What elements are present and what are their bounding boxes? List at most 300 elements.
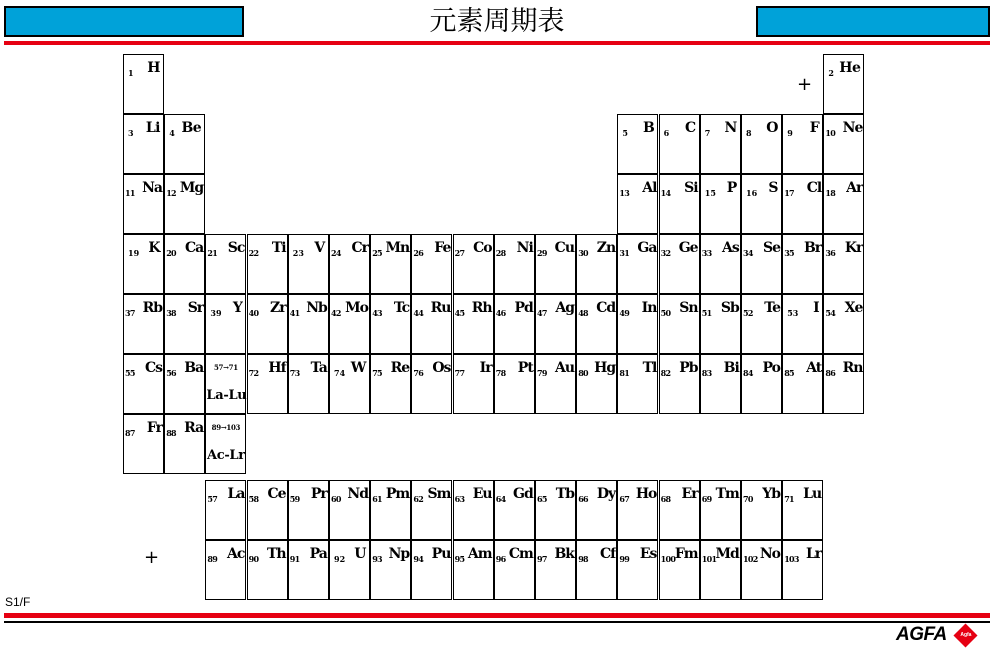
- element-cell: [288, 234, 329, 294]
- element-symbol: Ho: [635, 486, 657, 502]
- element-cell: [576, 540, 617, 600]
- element-symbol: La: [227, 486, 245, 502]
- atomic-number: 70: [743, 494, 753, 504]
- element-cell: [247, 354, 288, 414]
- element-symbol: Sc: [227, 240, 245, 256]
- element-symbol: Ca: [184, 240, 204, 256]
- atomic-number: 47: [537, 308, 547, 318]
- element-symbol: Ge: [678, 240, 698, 256]
- element-symbol: Sm: [427, 486, 451, 502]
- atomic-number: 51: [701, 308, 712, 318]
- atomic-number: 32: [660, 248, 671, 258]
- element-symbol: Ac-Lr: [206, 448, 245, 463]
- element-symbol: Rh: [471, 300, 492, 316]
- element-symbol: Al: [642, 180, 657, 196]
- atomic-number: 74: [334, 368, 346, 378]
- footer-red-rule: [4, 613, 990, 618]
- atomic-number: 30: [578, 248, 588, 258]
- element-symbol: Zn: [596, 240, 616, 256]
- element-symbol: Dy: [596, 486, 616, 502]
- atomic-number: 90: [248, 554, 259, 564]
- element-symbol: Cr: [351, 240, 368, 256]
- element-cell: [741, 354, 782, 414]
- element-symbol: B: [643, 120, 655, 136]
- element-cell: [453, 234, 494, 294]
- element-cell: [782, 480, 823, 540]
- element-symbol: Os: [432, 360, 451, 376]
- plus-marker-bottom: +: [144, 547, 160, 568]
- element-cell: [823, 294, 864, 354]
- element-symbol: Ne: [842, 120, 863, 136]
- element-cell: [535, 234, 576, 294]
- atomic-number: 13: [619, 188, 630, 198]
- element-symbol: Co: [473, 240, 492, 256]
- element-cell: [494, 294, 535, 354]
- element-symbol: V: [314, 240, 325, 256]
- element-cell: [164, 414, 205, 474]
- element-cell: [782, 354, 823, 414]
- atomic-number: 65: [537, 494, 547, 504]
- header-left-bar: [4, 6, 244, 37]
- atomic-number: 49: [619, 308, 630, 318]
- element-cell: [700, 354, 741, 414]
- atomic-number: 73: [289, 368, 300, 378]
- element-cell: [247, 234, 288, 294]
- atomic-number: 56: [166, 368, 176, 378]
- atomic-number: 80: [578, 368, 588, 378]
- element-cell: [370, 540, 411, 600]
- element-cell: [411, 234, 452, 294]
- element-symbol: Si: [684, 180, 698, 196]
- element-cell: [329, 480, 370, 540]
- element-symbol: Pm: [385, 486, 410, 502]
- element-cell: [164, 354, 205, 414]
- element-cell: [205, 540, 246, 600]
- element-cell: [123, 234, 164, 294]
- element-cell: [617, 354, 658, 414]
- element-cell: [164, 234, 205, 294]
- element-cell: [617, 114, 658, 174]
- element-symbol: Ni: [516, 240, 533, 256]
- element-symbol: Pb: [679, 360, 698, 376]
- element-symbol: Am: [467, 546, 492, 562]
- atomic-number: 10: [825, 128, 836, 138]
- element-symbol: Xe: [844, 300, 863, 316]
- atomic-number: 45: [454, 308, 465, 318]
- atomic-number: 35: [784, 248, 794, 258]
- atomic-number: 31: [619, 248, 630, 258]
- element-symbol: Cs: [144, 360, 162, 376]
- element-cell: [823, 174, 864, 234]
- element-symbol: Cm: [508, 546, 533, 562]
- element-symbol: Yb: [762, 486, 780, 502]
- atomic-number: 100: [660, 554, 676, 564]
- atomic-number: 41: [289, 308, 300, 318]
- atomic-number: 50: [660, 308, 671, 318]
- element-cell: [205, 414, 246, 474]
- element-cell: [453, 354, 494, 414]
- atomic-number: 60: [331, 494, 341, 504]
- element-symbol: Hg: [594, 360, 616, 376]
- element-cell: [576, 480, 617, 540]
- element-cell: [329, 354, 370, 414]
- element-cell: [700, 234, 741, 294]
- atomic-number: 93: [372, 554, 382, 564]
- element-cell: [453, 480, 494, 540]
- element-symbol: Rb: [142, 300, 162, 316]
- atomic-number: 89→103: [211, 423, 241, 432]
- element-cell: [205, 294, 246, 354]
- atomic-number: 91: [289, 554, 300, 564]
- footer-black-rule: [4, 621, 990, 623]
- atomic-number: 75: [372, 368, 382, 378]
- element-cell: [411, 294, 452, 354]
- element-symbol: S: [768, 180, 778, 196]
- element-symbol: Pd: [514, 300, 533, 316]
- atomic-number: 28: [495, 248, 506, 258]
- atomic-number: 66: [578, 494, 588, 504]
- agfa-logo: [896, 623, 974, 647]
- element-symbol: Sr: [187, 300, 204, 316]
- element-cell: [700, 540, 741, 600]
- element-cell: [411, 480, 452, 540]
- element-symbol: Bk: [554, 546, 574, 562]
- element-symbol: Be: [181, 120, 202, 136]
- atomic-number: 34: [743, 248, 753, 258]
- element-cell: [288, 294, 329, 354]
- atomic-number: 62: [413, 494, 424, 504]
- element-symbol: Ru: [430, 300, 451, 316]
- atomic-number: 4: [169, 128, 175, 138]
- element-symbol: At: [806, 360, 822, 376]
- element-symbol: Y: [232, 300, 243, 316]
- element-cell: [617, 540, 658, 600]
- element-cell: [247, 294, 288, 354]
- element-symbol: K: [148, 240, 160, 256]
- element-cell: [576, 294, 617, 354]
- element-symbol: C: [684, 120, 696, 136]
- element-cell: [659, 480, 700, 540]
- element-symbol: Ar: [846, 180, 863, 196]
- atomic-number: 39: [210, 308, 222, 318]
- atomic-number: 78: [495, 368, 506, 378]
- atomic-number: 36: [825, 248, 836, 258]
- element-symbol: H: [147, 60, 160, 76]
- atomic-number: 6: [663, 128, 670, 138]
- element-symbol: Cf: [600, 546, 616, 562]
- atomic-number: 63: [454, 494, 465, 504]
- element-cell: [411, 354, 452, 414]
- atomic-number: 84: [743, 368, 753, 378]
- atomic-number: 59: [289, 494, 300, 504]
- element-cell: [617, 294, 658, 354]
- element-cell: [370, 234, 411, 294]
- element-symbol: Nb: [306, 300, 327, 316]
- element-cell: [494, 480, 535, 540]
- atomic-number: 16: [746, 188, 758, 198]
- atomic-number: 68: [660, 494, 671, 504]
- element-symbol: Fm: [674, 546, 698, 562]
- atomic-number: 96: [495, 554, 506, 564]
- element-cell: [823, 354, 864, 414]
- element-symbol: Tm: [715, 486, 739, 502]
- atomic-number: 64: [495, 494, 506, 504]
- element-cell: [494, 540, 535, 600]
- element-symbol: Mo: [345, 300, 368, 316]
- element-cell: [164, 174, 205, 234]
- element-symbol: Au: [554, 360, 574, 376]
- element-symbol: I: [813, 300, 820, 316]
- atomic-number: 44: [413, 308, 424, 318]
- element-cell: [700, 480, 741, 540]
- atomic-number: 54: [825, 308, 836, 318]
- atomic-number: 99: [619, 554, 630, 564]
- atomic-number: 92: [334, 554, 346, 564]
- atomic-number: 94: [413, 554, 424, 564]
- element-symbol: Eu: [472, 486, 492, 502]
- element-cell: [659, 234, 700, 294]
- element-symbol: Kr: [844, 240, 863, 256]
- atomic-number: 19: [128, 248, 140, 258]
- atomic-number: 67: [619, 494, 630, 504]
- element-symbol: Ra: [184, 420, 204, 436]
- element-symbol: Ga: [637, 240, 657, 256]
- element-cell: [247, 540, 288, 600]
- element-cell: [659, 294, 700, 354]
- element-symbol: Sn: [679, 300, 698, 316]
- atomic-number: 21: [207, 248, 218, 258]
- element-symbol: Cu: [554, 240, 574, 256]
- atomic-number: 38: [166, 308, 176, 318]
- element-symbol: O: [766, 120, 778, 136]
- element-symbol: Ir: [479, 360, 492, 376]
- atomic-number: 15: [704, 188, 716, 198]
- element-cell: [617, 174, 658, 234]
- element-symbol: Cd: [596, 300, 616, 316]
- atomic-number: 27: [454, 248, 465, 258]
- element-symbol: Li: [145, 120, 160, 136]
- element-symbol: Re: [390, 360, 410, 376]
- atomic-number: 3: [128, 128, 134, 138]
- element-symbol: Ce: [267, 486, 286, 502]
- atomic-number: 77: [454, 368, 465, 378]
- atomic-number: 11: [125, 188, 135, 198]
- atomic-number: 98: [578, 554, 588, 564]
- atomic-number: 42: [331, 308, 341, 318]
- element-symbol: Bi: [723, 360, 739, 376]
- atomic-number: 82: [660, 368, 671, 378]
- atomic-number: 24: [331, 248, 341, 258]
- atomic-number: 7: [704, 128, 711, 138]
- element-symbol: Md: [715, 546, 739, 562]
- element-cell: [700, 114, 741, 174]
- atomic-number: 69: [701, 494, 712, 504]
- element-symbol: La-Lu: [206, 388, 247, 403]
- element-symbol: Ac: [227, 546, 245, 562]
- atomic-number: 18: [825, 188, 836, 198]
- element-cell: [205, 354, 246, 414]
- element-cell: [329, 294, 370, 354]
- atomic-number: 25: [372, 248, 382, 258]
- atomic-number: 22: [248, 248, 259, 258]
- atomic-number: 33: [701, 248, 712, 258]
- atomic-number: 53: [787, 308, 799, 318]
- element-cell: [576, 234, 617, 294]
- element-symbol: Tb: [555, 486, 574, 502]
- element-cell: [123, 354, 164, 414]
- atomic-number: 20: [166, 248, 176, 258]
- element-cell: [535, 540, 576, 600]
- element-cell: [329, 234, 370, 294]
- atomic-number: 72: [248, 368, 259, 378]
- element-cell: [823, 234, 864, 294]
- atomic-number: 71: [784, 494, 794, 504]
- element-cell: [659, 354, 700, 414]
- atomic-number: 17: [784, 188, 794, 198]
- atomic-number: 102: [743, 554, 758, 564]
- element-cell: [164, 294, 205, 354]
- element-symbol: As: [722, 240, 739, 256]
- element-cell: [288, 354, 329, 414]
- element-cell: [494, 354, 535, 414]
- element-symbol: Es: [639, 546, 657, 562]
- element-cell: [123, 54, 164, 114]
- element-symbol: Th: [266, 546, 286, 562]
- element-cell: [123, 114, 164, 174]
- element-symbol: Np: [388, 546, 410, 562]
- element-symbol: Mn: [385, 240, 410, 256]
- element-symbol: Fr: [146, 420, 162, 436]
- element-cell: [823, 54, 864, 114]
- atomic-number: 87: [125, 428, 135, 438]
- element-cell: [453, 540, 494, 600]
- element-symbol: No: [759, 546, 780, 562]
- element-symbol: Hf: [268, 360, 286, 376]
- element-cell: [370, 294, 411, 354]
- element-cell: [741, 174, 782, 234]
- element-symbol: F: [809, 120, 820, 136]
- element-symbol: Ag: [555, 300, 574, 316]
- atomic-number: 85: [784, 368, 794, 378]
- element-symbol: Br: [803, 240, 822, 256]
- atomic-number: 23: [292, 248, 304, 258]
- element-cell: [741, 294, 782, 354]
- atomic-number: 95: [454, 554, 465, 564]
- atomic-number: 5: [622, 128, 628, 138]
- element-symbol: Er: [681, 486, 698, 502]
- atomic-number: 101: [701, 554, 717, 564]
- element-cell: [659, 114, 700, 174]
- element-cell: [288, 540, 329, 600]
- element-cell: [535, 480, 576, 540]
- element-cell: [288, 480, 329, 540]
- element-cell: [123, 414, 164, 474]
- element-symbol: Se: [762, 240, 780, 256]
- atomic-number: 103: [784, 554, 799, 564]
- element-cell: [659, 540, 700, 600]
- atomic-number: 79: [537, 368, 547, 378]
- element-symbol: Te: [764, 300, 780, 316]
- element-cell: [782, 114, 823, 174]
- element-symbol: Sb: [720, 300, 739, 316]
- plus-marker-top: +: [797, 74, 813, 95]
- atomic-number: 55: [125, 368, 135, 378]
- atomic-number: 97: [537, 554, 547, 564]
- atomic-number: 81: [619, 368, 630, 378]
- atomic-number: 88: [166, 428, 176, 438]
- element-cell: [741, 540, 782, 600]
- element-symbol: Cl: [806, 180, 822, 196]
- atomic-number: 61: [372, 494, 382, 504]
- element-cell: [700, 174, 741, 234]
- element-cell: [205, 234, 246, 294]
- atomic-number: 26: [413, 248, 424, 258]
- header-rule: [4, 41, 990, 45]
- element-cell: [329, 540, 370, 600]
- element-symbol: Pt: [517, 360, 533, 376]
- atomic-number: 83: [701, 368, 712, 378]
- element-cell: [617, 234, 658, 294]
- atomic-number: 57→71: [213, 363, 238, 372]
- element-cell: [782, 540, 823, 600]
- element-cell: [823, 114, 864, 174]
- element-symbol: Zr: [269, 300, 286, 316]
- element-symbol: He: [839, 60, 861, 76]
- element-symbol: Ba: [184, 360, 204, 376]
- atomic-number: 89: [207, 554, 218, 564]
- atomic-number: 57: [207, 494, 218, 504]
- element-cell: [494, 234, 535, 294]
- element-cell: [617, 480, 658, 540]
- atomic-number: 1: [128, 68, 134, 78]
- atomic-number: 29: [537, 248, 547, 258]
- element-cell: [576, 354, 617, 414]
- atomic-number: 14: [660, 188, 671, 198]
- atomic-number: 46: [495, 308, 506, 318]
- element-cell: [411, 540, 452, 600]
- element-symbol: U: [354, 546, 366, 562]
- rhombus-icon: Agfa: [953, 623, 977, 647]
- element-symbol: N: [724, 120, 737, 136]
- element-symbol: W: [350, 360, 366, 376]
- atomic-number: 8: [746, 128, 752, 138]
- element-symbol: Pr: [310, 486, 327, 502]
- element-cell: [370, 354, 411, 414]
- element-cell: [659, 174, 700, 234]
- header-right-bar: [756, 6, 990, 37]
- element-cell: [782, 294, 823, 354]
- element-symbol: Ti: [271, 240, 286, 256]
- element-cell: [123, 294, 164, 354]
- element-cell: [782, 234, 823, 294]
- element-symbol: Pa: [309, 546, 327, 562]
- element-cell: [370, 480, 411, 540]
- element-cell: [535, 354, 576, 414]
- atomic-number: 52: [743, 308, 753, 318]
- element-symbol: Pu: [431, 546, 451, 562]
- atomic-number: 9: [787, 128, 793, 138]
- atomic-number: 43: [372, 308, 382, 318]
- element-symbol: Fe: [434, 240, 451, 256]
- element-cell: [205, 480, 246, 540]
- slide-code: S1/F: [5, 595, 31, 609]
- atomic-number: 40: [248, 308, 259, 318]
- element-symbol: Po: [762, 360, 780, 376]
- atomic-number: 2: [828, 68, 834, 78]
- element-symbol: Gd: [513, 486, 533, 502]
- atomic-number: 58: [248, 494, 259, 504]
- element-symbol: In: [641, 300, 657, 316]
